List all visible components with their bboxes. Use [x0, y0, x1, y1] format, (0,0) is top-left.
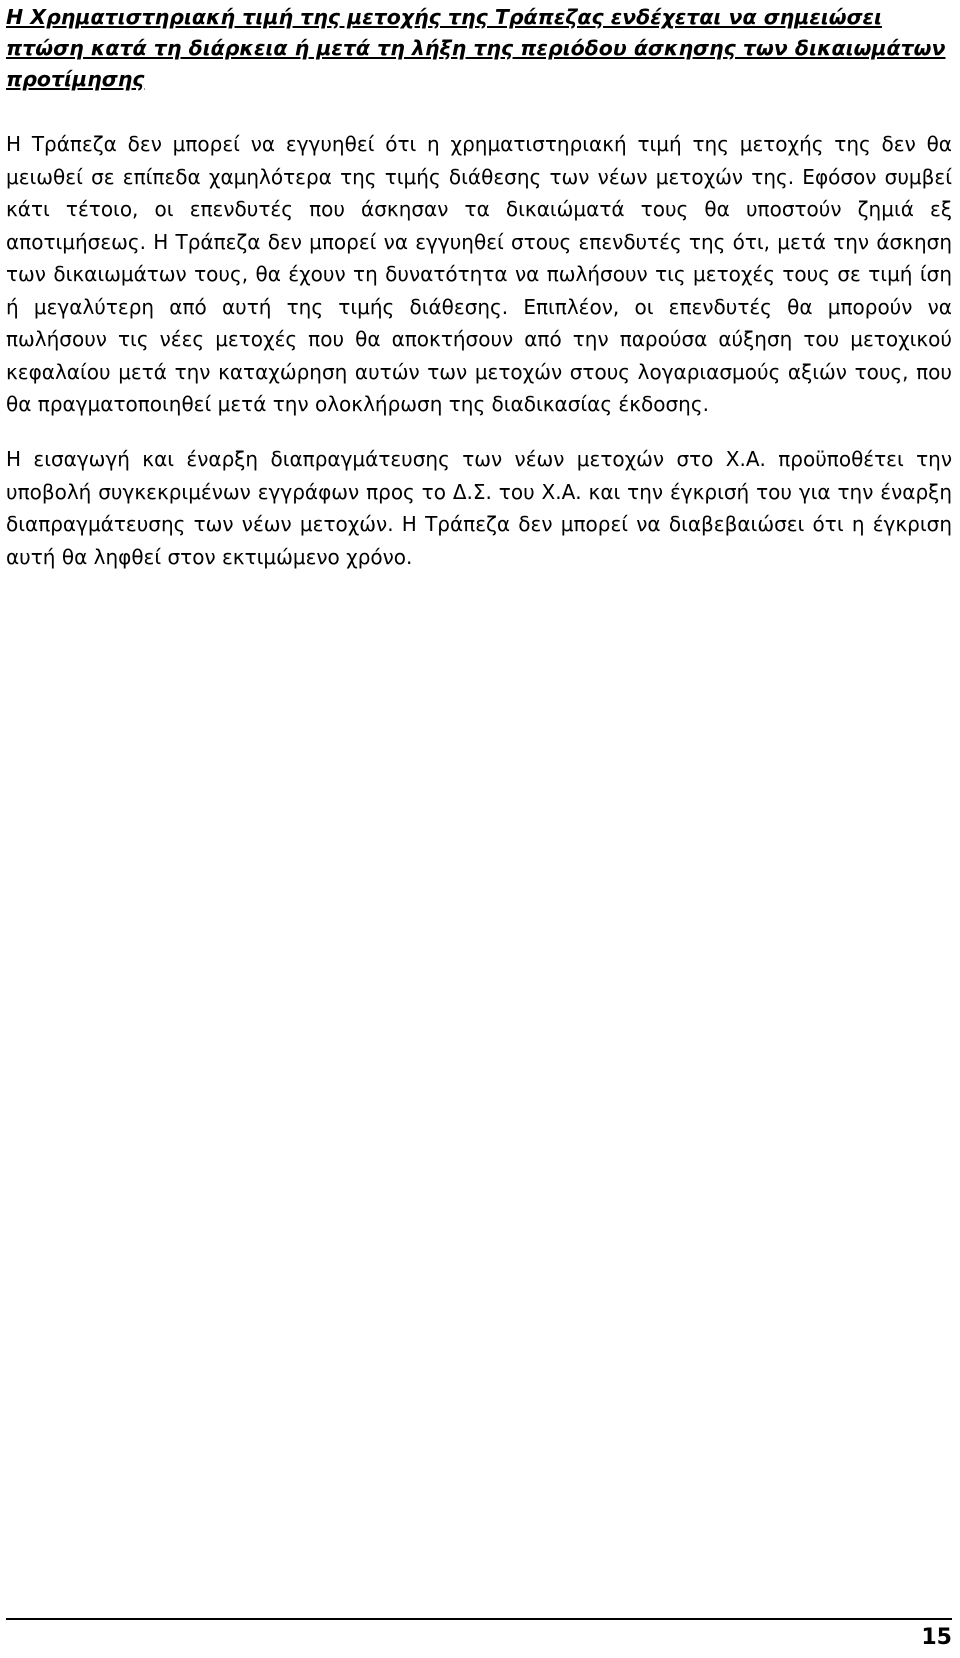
paragraph-listing-approval: Η εισαγωγή και έναρξη διαπραγμάτευσης των νέων μετοχών στο Χ.Α. προϋποθέτει την υποβολή συγκεκριμένων εγγράφων προς το Δ.Σ. του Χ.Α. και την έγκρισή του για την έναρξη διαπραγμάτευσης των νέων μετοχών. Η Τράπεζα δεν μπορεί να διαβεβαιώσει ότι η έγκριση αυτή θα ληφθεί στον εκτιμώμενο χρόνο. [6, 447, 952, 569]
page-number: 15 [921, 1625, 952, 1650]
paragraph-share-price-risk: Η Τράπεζα δεν μπορεί να εγγυηθεί ότι η χρηματιστηριακή τιμή της μετοχής της δεν θα μειωθεί σε επίπεδα χαμηλότερα της τιμής διάθεσης των νέων μετοχών της. Εφόσον συμβεί κάτι τέτοιο, οι επενδυτές που άσκησαν τα δικαιώματά τους θα υποστούν ζημιά εξ αποτιμήσεως. Η Τράπεζα δεν μπορεί να εγγυηθεί στους επενδυτές της ότι, μετά την άσκηση των δικαιωμάτων τους, θα έχουν τη δυνατότητα να πωλήσουν τις μετοχές τους σε τιμή ίση ή μεγαλύτερη από αυτή της τιμής διάθεσης. Επιπλέον, οι επενδυτές θα μπορούν να πωλήσουν τις νέες μετοχές που θα αποκτήσουν από την παρούσα αύξηση του μετοχικού κεφαλαίου μετά την καταχώρηση αυτών των μετοχών στους λογαριασμούς αξιών τους, που θα πραγματοποιηθεί μετά την ολοκλήρωση της διαδικασίας έκδοσης. [6, 132, 952, 416]
page-footer [0, 1618, 960, 1658]
section-heading: Η Χρηματιστηριακή τιμή της μετοχής της Τράπεζας ενδέχεται να σημειώσει πτώση κατά τη διάρκεια ή μετά τη λήξη της περιόδου άσκησης των δικαιωμάτων προτίμησης [6, 5, 946, 91]
footer-divider [6, 1618, 952, 1620]
